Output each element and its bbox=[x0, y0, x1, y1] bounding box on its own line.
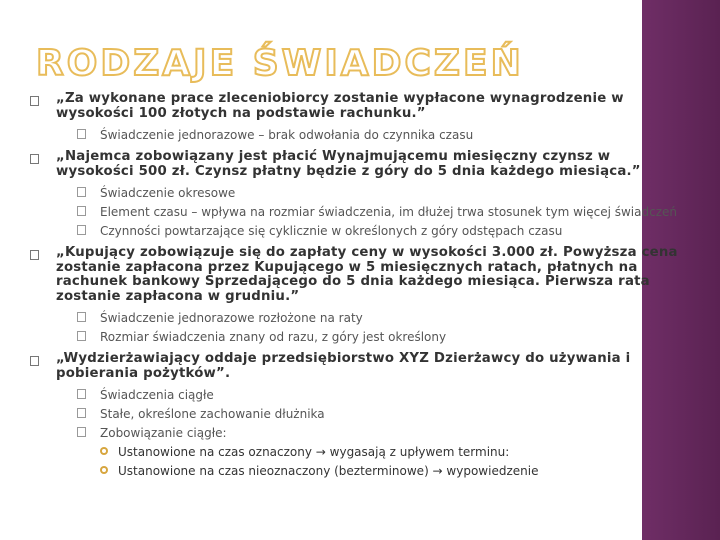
page-title: RODZAJE ŚWIADCZEŃ bbox=[36, 43, 524, 84]
sub-list-item: Świadczenie okresowe bbox=[56, 183, 680, 202]
square-bullet-icon bbox=[77, 427, 86, 437]
item-text: „Najemca zobowiązany jest płacić Wynajmującemu miesięczny czynsz w wysokości 500 zł. Czynsz płatny będzie z góry do 5 dnia każdego miesiąca.” bbox=[56, 149, 641, 179]
circle-bullet-icon bbox=[100, 447, 108, 455]
sub-sub-list-item: Ustanowione na czas oznaczony → wygasają z upływem terminu: bbox=[56, 442, 680, 461]
sub-list bbox=[56, 125, 680, 144]
sub-list-item: Element czasu – wpływa na rozmiar świadczenia, im dłużej trwa stosunek tym więcej świadczeń bbox=[56, 202, 680, 221]
bullet-list bbox=[30, 92, 680, 486]
square-bullet-icon bbox=[77, 206, 86, 216]
list-item bbox=[30, 352, 680, 480]
square-bullet-icon bbox=[77, 389, 86, 399]
square-bullet-icon bbox=[77, 129, 86, 139]
square-bullet-icon bbox=[77, 312, 86, 322]
square-bullet-icon bbox=[30, 96, 39, 106]
sub-list-item: Stałe, określone zachowanie dłużnika bbox=[56, 404, 680, 423]
sub-list bbox=[56, 308, 680, 346]
square-bullet-icon bbox=[77, 187, 86, 197]
sub-list bbox=[56, 183, 680, 240]
square-bullet-icon bbox=[30, 250, 39, 260]
sub-list-item: Zobowiązanie ciągłe: bbox=[56, 423, 680, 442]
sub-list-item: Rozmiar świadczenia znany od razu, z góry jest określony bbox=[56, 327, 680, 346]
sub-list bbox=[56, 385, 680, 480]
sub-list-item: Czynności powtarzające się cyklicznie w określonych z góry odstępach czasu bbox=[56, 221, 680, 240]
list-item bbox=[30, 246, 680, 346]
sub-list-item: Świadczenie jednorazowe rozłożone na raty bbox=[56, 308, 680, 327]
square-bullet-icon bbox=[30, 356, 39, 366]
circle-bullet-icon bbox=[100, 466, 108, 474]
square-bullet-icon bbox=[77, 331, 86, 341]
square-bullet-icon bbox=[30, 154, 39, 164]
square-bullet-icon bbox=[77, 408, 86, 418]
sub-list-item: Świadczenia ciągłe bbox=[56, 385, 680, 404]
list-item bbox=[30, 92, 680, 144]
sub-list-item: Świadczenie jednorazowe – brak odwołania do czynnika czasu bbox=[56, 125, 680, 144]
sub-sub-list-item: Ustanowione na czas nieoznaczony (bezterminowe) → wypowiedzenie bbox=[56, 461, 680, 480]
square-bullet-icon bbox=[77, 225, 86, 235]
list-item bbox=[30, 150, 680, 240]
item-text: „Kupujący zobowiązuje się do zapłaty ceny w wysokości 3.000 zł. Powyższa cena zostanie zapłacona przez Kupującego w 5 miesięcznych ratach, płatnych na rachunek bankowy Sprzedającego do 5 dnia każdego miesiąca. Pierwsza rata zostanie zapłacona w grudniu.” bbox=[56, 245, 678, 304]
item-text: „Wydzierżawiający oddaje przedsiębiorstwo XYZ Dzierżawcy do używania i pobierania pożytków”. bbox=[56, 351, 631, 381]
item-text: „Za wykonane prace zleceniobiorcy zostanie wypłacone wynagrodzenie w wysokości 100 złotych na podstawie rachunku.” bbox=[56, 91, 624, 121]
